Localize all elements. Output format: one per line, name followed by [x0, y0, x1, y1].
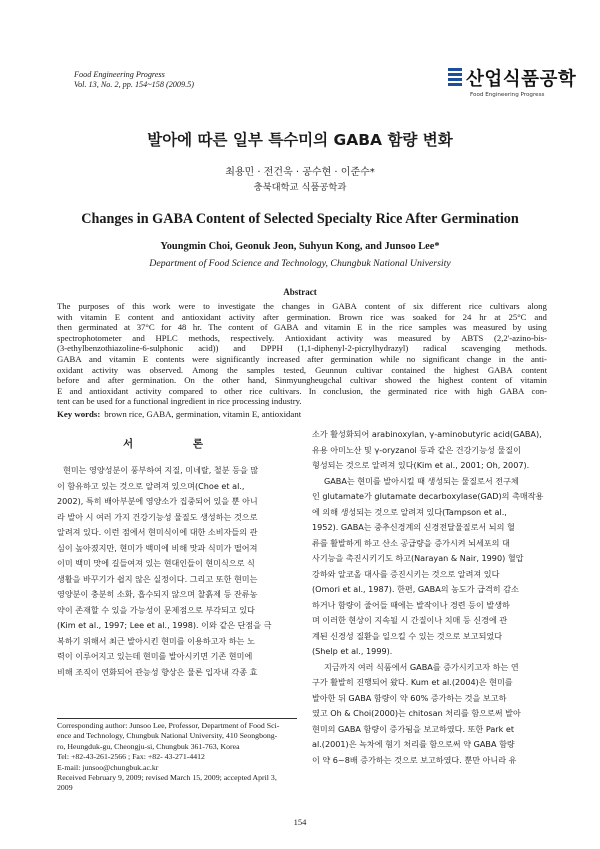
body-text-line: al.(2001)은 녹차에 혐기 처리를 함으로써 약 GABA 함량	[312, 739, 515, 749]
body-text-line: 이 약 6~8배 증가하는 것으로 보고하였다. 뿐만 아니라 유	[312, 754, 517, 765]
body-text-line: 심이 높아졌지만, 현미가 백미에 비해 맛과 식미가 떨어져	[57, 542, 258, 553]
correspondence-footnote	[57, 721, 307, 794]
body-text-line: 이미 백미 맛에 길들여져 있는 현대인들이 현미식으로 식	[57, 558, 255, 568]
left-column-text	[57, 463, 297, 680]
abstract-line: oxidant activity was observed. Among the samples tested, Geunnun cultivar contained the highest GABA content	[57, 364, 547, 375]
abstract-heading: Abstract	[283, 287, 317, 297]
body-text-line: (Shelp et al., 1999).	[312, 646, 393, 656]
body-text-line: 라 발아 시 여러 가지 건강기능성 물질도 생성하는 것으로	[57, 511, 258, 522]
keywords-label: Key words:	[57, 409, 101, 419]
abstract-line: E and antioxidant activity compared to other rice cultivars. In conclusion, the germinated rice with high GABA con-	[57, 385, 547, 396]
body-text-line: 2002), 특히 배아부분에 영양소가 집중되어 있을 뿐 아니	[57, 496, 258, 506]
footnote-line: E-mail: junsoo@chungbuk.ac.kr	[57, 762, 159, 772]
abstract-line: with vitamin E content and antioxidant activity after germination. Brown rice was soaked for 24 hr at 25°C and	[57, 311, 547, 322]
footnote-line: ence and Technology, Chungbuk National University, 410 Seongbong-	[57, 731, 278, 741]
body-text-line: (Omori et al., 1987). 한편, GABA의 농도가 급격히 감소	[312, 584, 519, 594]
logo-stripe-icon	[448, 68, 462, 90]
abstract-line: then germinated at 37°C for 48 hr. The content of GABA and vitamin E in the rice samples was measured by using	[57, 322, 547, 333]
body-text-line: (Kim et al., 1997; Lee et al., 1998). 이와 같은 단점을 극	[57, 620, 272, 630]
body-text-line: 현미의 GABA 함량이 증가됨을 보고하였다. 또한 Park et	[312, 723, 515, 734]
body-text-line: 에 의해 생성되는 것으로 알려져 있다(Tampson et al.,	[312, 506, 507, 517]
body-text-line: 력이 이루어지고 있는데 현미를 발아시키면 기존 현미에	[57, 651, 253, 661]
english-authors: Youngmin Choi, Geonuk Jeon, Suhyun Kong, and Junsoo Lee*	[160, 241, 440, 252]
korean-title: 발아에 따른 일부 특수미의 GABA 함량 변화	[147, 131, 453, 149]
abstract-line: spectrophotometer and HPLC methods, respectively. Antioxidant activity was measured by ABTS (2,2'-azino-bis-	[57, 332, 547, 343]
body-text-line: 인 glutamate가 glutamate decarboxylase(GAD)의 촉매작용	[312, 491, 544, 501]
footnote-line: Tel: +82-43-261-2566 ; Fax: +82- 43-271-4412	[57, 752, 205, 762]
english-title: Changes in GABA Content of Selected Specialty Rice After Germination	[81, 211, 519, 227]
footnote-line: 2009	[57, 783, 73, 793]
body-text-line: 계된 신경성 질환을 일으킬 수 있는 것으로 보고되었다	[312, 630, 503, 641]
abstract-line: tent can be used for a functional ingredient in rice processing industry.	[57, 396, 302, 407]
body-text-line: 였고 Oh & Choi(2000)는 chitosan 처리를 함으로써 발아	[312, 708, 521, 718]
body-text-line: 며 이러한 현상이 지속될 시 간질이나 치매 등 신경에 관	[312, 615, 508, 625]
footnote-line: Received February 9, 2009; revised March 15, 2009; accepted April 3,	[57, 773, 277, 783]
body-text-line: 유용 아미노산 및 γ-oryzanol 등과 같은 건강기능성 물질이	[312, 444, 521, 455]
body-text-line: 강하와 알코올 대사를 증진시키는 것으로 알려져 있다	[312, 568, 500, 579]
body-text-line: 현미는 영양성분이 풍부하여 지질, 미네랄, 철분 등을 많	[63, 465, 259, 475]
running-head	[74, 70, 194, 90]
journal-logo	[448, 64, 577, 104]
body-text-line: 알려져 있다. 이런 점에서 현미식이에 대한 소비자들의 관	[57, 527, 258, 537]
body-text-line: 영양분이 충분히 소화, 흡수되지 않으며 찰흙제 등 잔류농	[57, 589, 258, 599]
logo-title: 산업식품공학	[466, 69, 577, 90]
abstract-line: The purposes of this work were to investigate the changes in GABA content of six different rice cultivars along	[57, 301, 547, 311]
body-text-line: 지금까지 여러 식품에서 GABA를 증가시키고자 하는 연	[324, 661, 519, 672]
body-text-line: 비해 조직이 연화되어 관능성 향상은 물론 입자내 각종 효	[57, 666, 258, 677]
abstract-line: before and after germination. On the other hand, Sinmyungheugchal cultivar showed the highest content of vitamin	[57, 375, 547, 386]
footnote-line: Corresponding author: Junsoo Lee, Professor, Department of Food Sci-	[57, 721, 280, 730]
journal-name: Food Engineering Progress	[74, 70, 165, 79]
body-text-line: 이 함유하고 있는 것으로 알려져 있으며(Choe et al.,	[57, 480, 245, 491]
body-text-line: 류를 활발하게 하고 산소 공급량을 증가시켜 뇌세포의 대	[312, 537, 510, 548]
page-number: 154	[293, 817, 307, 827]
journal-volume: Vol. 13, No. 2, pp. 154~158 (2009.5)	[74, 80, 194, 89]
abstract-line: GABA and vitamin E contents were significantly increased after germination while no significant change in the anti-	[57, 353, 547, 364]
korean-affiliation: 충북대학교 식품공학과	[253, 182, 347, 193]
footnote-line: ro, Heungduk-gu, Cheongju-si, Chungbuk 361-763, Korea	[57, 741, 240, 751]
body-text-line: 소가 활성화되어 arabinoxylan, γ-aminobutyric acid(GABA),	[312, 429, 542, 439]
body-text-line: 약이 존재할 수 있을 가능성이 문제점으로 부각되고 있다	[57, 604, 255, 615]
body-text-line: 발아한 뒤 GABA 함량이 약 60% 증가하는 것을 보고하	[312, 692, 507, 703]
keywords-text: brown rice, GABA, germination, vitamin E, antioxidant	[104, 409, 302, 419]
body-text-line: 구가 활발히 진행되어 왔다. Kum et al.(2004)은 현미를	[312, 677, 513, 687]
body-text-line: 복하기 위해서 최근 발아시킨 현미를 이용하고자 하는 노	[57, 635, 255, 646]
right-column-text	[312, 427, 548, 768]
body-text-line: 생활을 바꾸기가 쉽지 않은 실정이다. 그리고 또한 현미는	[57, 573, 258, 584]
body-text-line: GABA는 현미를 발아시킬 때 생성되는 물질로서 전구체	[324, 475, 519, 486]
logo-subtitle: Food Engineering Progress	[470, 92, 545, 98]
body-text-line: 하거나 함량이 줄어들 때에는 발작이나 경련 등이 발생하	[312, 599, 510, 610]
english-affiliation: Department of Food Science and Technology, Chungbuk National University	[149, 258, 451, 269]
abstract-body	[57, 301, 547, 407]
body-text-line: 사기능을 촉진시키기도 하고(Narayan & Nair, 1990) 혈압	[312, 553, 524, 563]
abstract-line: (3-ethylbenzothiazoline-6-sulphonic acid)) and DPPH (1,1-diphenyl-2-picrylhydrazyl) radical scavenging methods.	[57, 343, 547, 354]
body-text-line: 1952). GABA는 중추신경계의 신경전달물질로서 뇌의 혈	[312, 522, 515, 532]
keywords	[57, 409, 301, 419]
body-text-line: 형성되는 것으로 알려져 있다(Kim et al., 2001; Oh, 2007).	[312, 460, 530, 470]
section-heading-introduction: 서 론	[123, 438, 231, 450]
footnote-rule	[57, 718, 297, 719]
korean-authors: 최용민 · 전건욱 · 공수현 · 이준수*	[225, 167, 375, 178]
